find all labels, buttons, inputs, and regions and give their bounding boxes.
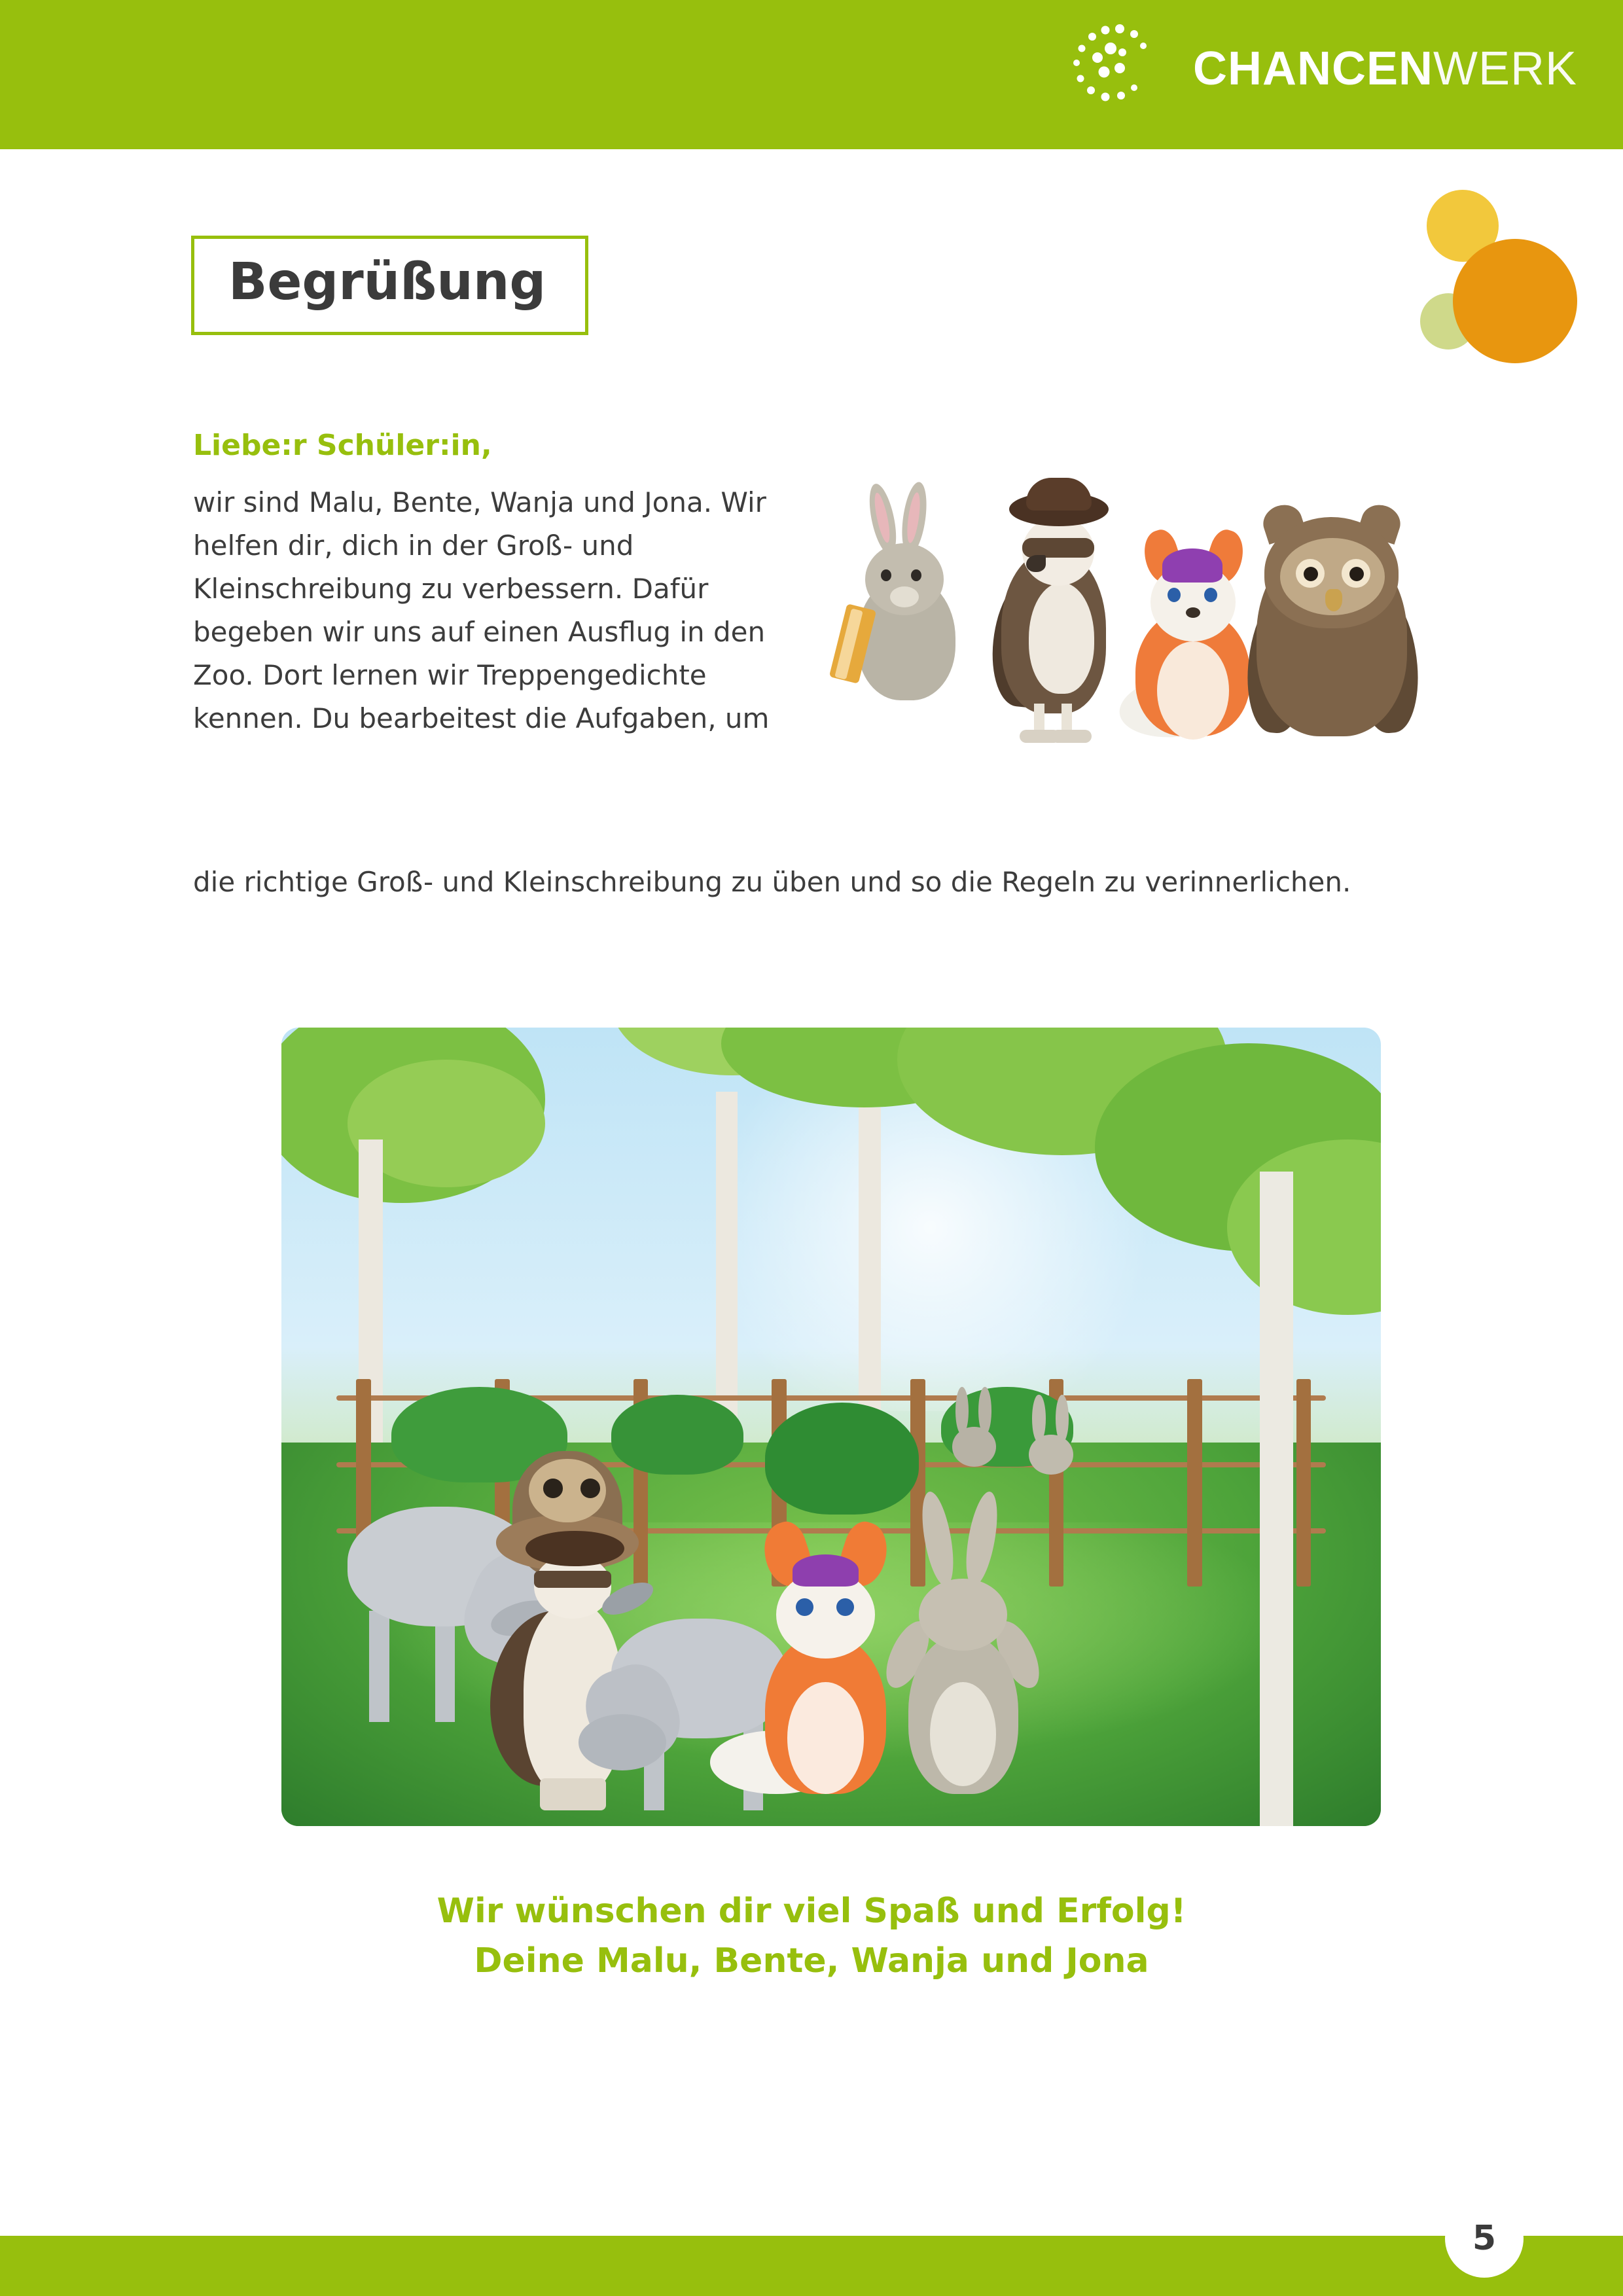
page-number: 5: [1472, 2219, 1497, 2258]
fox-eye-left-icon: [1168, 588, 1181, 602]
owl-pupil-left-icon: [1304, 567, 1318, 581]
page-header-bar: [0, 0, 1623, 149]
scene-hare-head-icon: [919, 1579, 1007, 1651]
goat-leg-icon: [435, 1611, 455, 1723]
hare-eye-right-icon: [911, 569, 921, 581]
mascot-characters-illustration: [838, 478, 1420, 805]
fox-chest-icon: [1157, 641, 1229, 740]
owl-pupil-right-icon: [1349, 567, 1364, 581]
dot-swirl-logo-icon: [1057, 20, 1168, 118]
decor-circle-orange: [1453, 239, 1577, 363]
fence-post: [1187, 1379, 1202, 1587]
hare-snout-icon: [890, 586, 919, 607]
scene-hare-chest-icon: [930, 1682, 996, 1786]
brand-logo: [1057, 20, 1577, 118]
page-number-badge: [1445, 2199, 1524, 2278]
eagle-chest-icon: [1029, 583, 1094, 694]
hare-eye-left-icon: [881, 569, 891, 581]
page-footer-bar: [0, 2236, 1623, 2296]
closing-line-1: Wir wünschen dir viel Spaß und Erfolg!: [437, 1892, 1186, 1931]
decorative-circles: [1348, 190, 1558, 393]
closing-line-2: Deine Malu, Bente, Wanja und Jona: [474, 1941, 1149, 1981]
scene-eagle-feet-icon: [540, 1778, 606, 1810]
scene-owl-eye-left-icon: [543, 1479, 563, 1498]
letter-salutation: Liebe:r Schüler:in,: [193, 429, 492, 462]
goat-head-icon: [579, 1714, 666, 1770]
eagle-foot-right-icon: [1051, 730, 1092, 743]
scene-fox-hair-tuft-icon: [793, 1554, 859, 1587]
fox-hair-tuft-icon: [1162, 548, 1222, 583]
bunny-head-icon: [1029, 1435, 1073, 1475]
zoo-scene-illustration: [281, 1028, 1381, 1826]
letter-paragraph-narrow: wir sind Malu, Bente, Wanja und Jona. Wir helfen dir, dich in der Groß- und Kleinschreibung zu verbessern. Dafür begeben wir uns auf einen Ausflug in den Zoo. Dort lernen wir Treppengedichte kennen. Du bearbeitest die Aufgaben, um: [193, 486, 770, 734]
owl-beak-icon: [1325, 589, 1342, 611]
letter-paragraph-wide: die richtige Groß- und Kleinschreibung zu üben und so die Regeln zu verinnerlichen.: [193, 866, 1351, 898]
scene-eagle-cap-icon: [526, 1531, 624, 1567]
scene-owl-eye-right-icon: [580, 1479, 600, 1498]
bush-icon: [611, 1395, 743, 1475]
eagle-cap-crown-icon: [1026, 478, 1092, 511]
fence-post: [1296, 1379, 1311, 1587]
closing-message: [0, 1892, 1623, 1991]
scene-eagle-eye-stripe-icon: [534, 1571, 611, 1588]
eagle-beak-icon: [1026, 555, 1046, 572]
goat-leg-icon: [369, 1611, 389, 1723]
brand-name-light: WERK: [1433, 43, 1577, 95]
section-title-box: [191, 236, 588, 335]
eagle-eye-stripe-icon: [1022, 538, 1094, 558]
birch-trunk-foreground-icon: [1260, 1172, 1293, 1826]
scene-fox-chest-icon: [787, 1682, 865, 1794]
brand-name-bold: CHANCEN: [1193, 43, 1433, 95]
bush-icon: [765, 1403, 919, 1515]
page-title: Begrüßung: [228, 253, 546, 312]
fox-nose-icon: [1186, 607, 1200, 618]
fox-eye-right-icon: [1204, 588, 1217, 602]
brand-wordmark: [1193, 42, 1577, 96]
bunny-head-icon: [952, 1427, 996, 1467]
